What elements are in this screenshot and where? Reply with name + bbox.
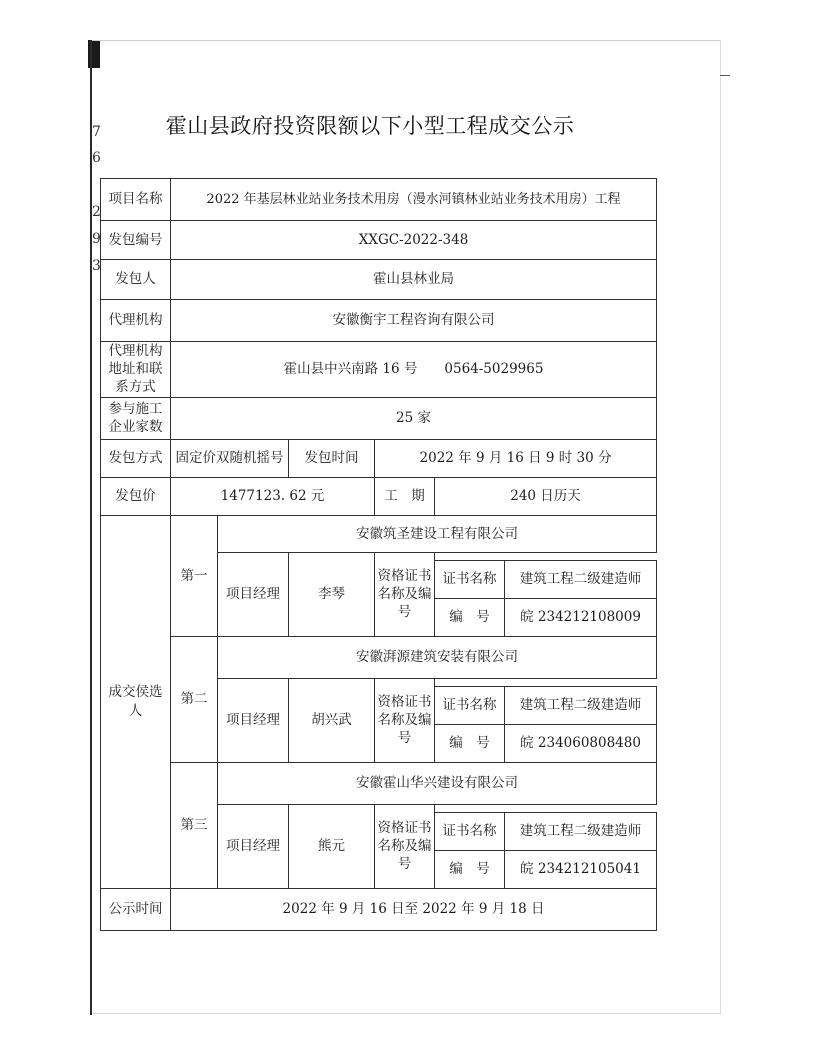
scan-edge-right bbox=[720, 40, 721, 1015]
row-method bbox=[101, 439, 657, 477]
cert-name-value: 建筑工程二级建造师 bbox=[505, 560, 657, 598]
pm-name: 李琴 bbox=[289, 552, 375, 636]
notice-table bbox=[100, 178, 657, 931]
price-label: 发包价 bbox=[101, 477, 171, 515]
row-notice-period bbox=[101, 888, 657, 930]
cert-no-value: 皖 234212108009 bbox=[505, 598, 657, 636]
bidders-value: 25 家 bbox=[171, 397, 657, 439]
period-label: 工 期 bbox=[375, 477, 435, 515]
project-name-value: 2022 年基层林业站业务技术用房（漫水河镇林业站业务技术用房）工程 bbox=[171, 179, 657, 221]
scan-edge-top bbox=[92, 40, 720, 41]
pm-label: 项目经理 bbox=[218, 804, 289, 888]
cert-name-label: 证书名称 bbox=[435, 812, 505, 850]
candidate-1-company-row bbox=[101, 515, 657, 552]
project-name-label: 项目名称 bbox=[101, 179, 171, 221]
time-label: 发包时间 bbox=[289, 439, 375, 477]
pm-name: 熊元 bbox=[289, 804, 375, 888]
candidate-company: 安徽湃源建筑安装有限公司 bbox=[218, 636, 657, 678]
notice-period-value: 2022 年 9 月 16 日至 2022 年 9 月 18 日 bbox=[171, 888, 657, 930]
candidate-company: 安徽霍山华兴建设有限公司 bbox=[218, 762, 657, 804]
package-no-value: XXGC-2022-348 bbox=[171, 221, 657, 260]
pm-label: 项目经理 bbox=[218, 678, 289, 762]
candidate-company: 安徽筑圣建设工程有限公司 bbox=[218, 515, 657, 552]
cert-no-value: 皖 234060808480 bbox=[505, 724, 657, 762]
row-price bbox=[101, 477, 657, 515]
qual-label: 资格证书名称及编号 bbox=[375, 678, 435, 762]
method-label: 发包方式 bbox=[101, 439, 171, 477]
candidate-3-company-row bbox=[101, 762, 657, 804]
cert-name-label: 证书名称 bbox=[435, 560, 505, 598]
row-bidders bbox=[101, 397, 657, 439]
edge-mark: 7 bbox=[92, 124, 101, 140]
notice-period-label: 公示时间 bbox=[101, 888, 171, 930]
cert-no-label: 编 号 bbox=[435, 598, 505, 636]
edge-mark: 9 bbox=[92, 231, 101, 247]
package-no-label: 发包编号 bbox=[101, 221, 171, 260]
qual-label: 资格证书名称及编号 bbox=[375, 552, 435, 636]
row-package-no bbox=[101, 221, 657, 260]
edge-mark: 2 bbox=[92, 204, 101, 220]
candidates-label: 成交侯选人 bbox=[101, 515, 171, 888]
cert-no-value: 皖 234212105041 bbox=[505, 850, 657, 888]
edge-mark: 3 bbox=[92, 258, 101, 274]
scan-corner-mark bbox=[720, 75, 730, 76]
candidate-rank: 第一 bbox=[171, 515, 218, 636]
page-title: 霍山县政府投资限额以下小型工程成交公示 bbox=[165, 114, 575, 138]
time-value: 2022 年 9 月 16 日 9 时 30 分 bbox=[375, 439, 657, 477]
cert-name-label: 证书名称 bbox=[435, 686, 505, 724]
agency-contact-label: 代理机构地址和联系方式 bbox=[101, 342, 171, 398]
candidate-rank: 第三 bbox=[171, 762, 218, 888]
scan-edge-left bbox=[90, 40, 92, 1015]
period-value: 240 日历天 bbox=[435, 477, 657, 515]
row-issuer bbox=[101, 260, 657, 300]
row-agency bbox=[101, 300, 657, 342]
edge-mark: 6 bbox=[92, 150, 101, 166]
candidate-rank: 第二 bbox=[171, 636, 218, 762]
price-value: 1477123. 62 元 bbox=[171, 477, 375, 515]
pm-label: 项目经理 bbox=[218, 552, 289, 636]
method-value: 固定价双随机摇号 bbox=[171, 439, 289, 477]
row-project-name bbox=[101, 179, 657, 221]
cert-no-label: 编 号 bbox=[435, 724, 505, 762]
row-agency-contact bbox=[101, 342, 657, 398]
cert-no-label: 编 号 bbox=[435, 850, 505, 888]
agency-value: 安徽衡宇工程咨询有限公司 bbox=[171, 300, 657, 342]
cert-name-value: 建筑工程二级建造师 bbox=[505, 686, 657, 724]
qual-label: 资格证书名称及编号 bbox=[375, 804, 435, 888]
cert-name-value: 建筑工程二级建造师 bbox=[505, 812, 657, 850]
scan-edge-bottom bbox=[92, 1013, 720, 1014]
agency-label: 代理机构 bbox=[101, 300, 171, 342]
issuer-label: 发包人 bbox=[101, 260, 171, 300]
bidders-label: 参与施工企业家数 bbox=[101, 397, 171, 439]
pm-name: 胡兴武 bbox=[289, 678, 375, 762]
candidate-2-company-row bbox=[101, 636, 657, 678]
issuer-value: 霍山县林业局 bbox=[171, 260, 657, 300]
agency-contact-value: 霍山县中兴南路 16 号 0564-5029965 bbox=[171, 342, 657, 398]
